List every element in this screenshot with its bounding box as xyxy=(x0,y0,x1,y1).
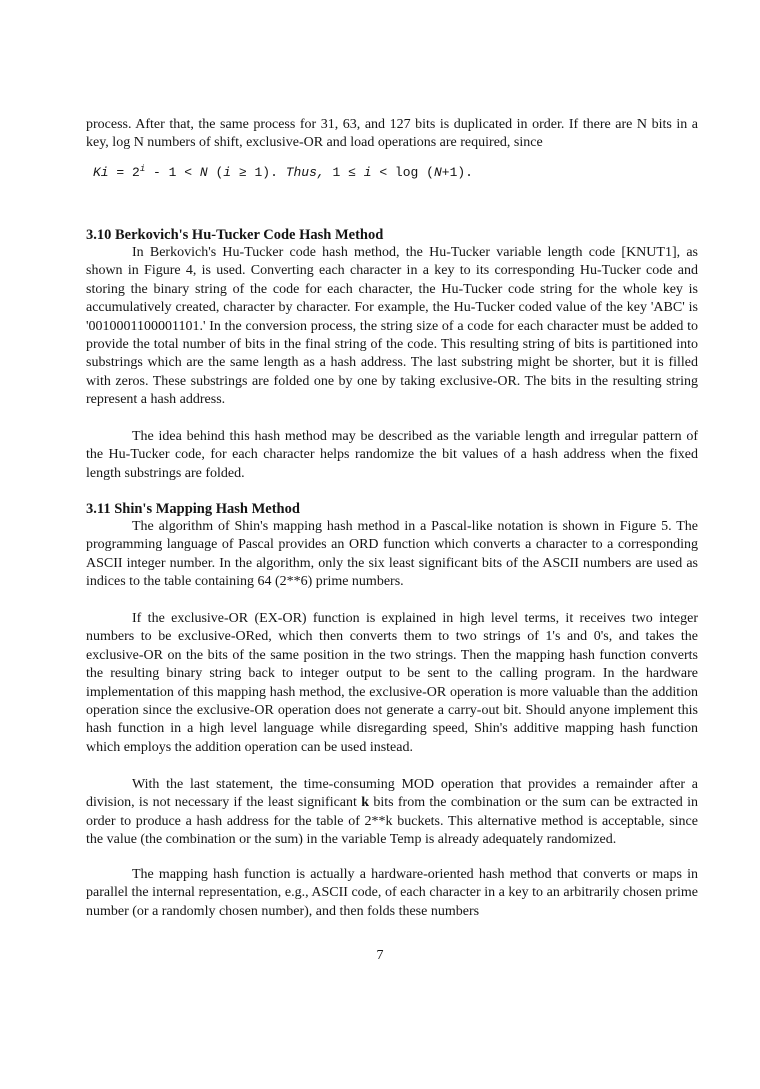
formula-rest6: +1). xyxy=(441,165,473,180)
page-number: 7 xyxy=(376,948,384,963)
formula-eq: = 2 xyxy=(108,165,140,180)
section-3-10-paragraph-1: In Berkovich's Hu-Tucker code hash method, the Hu-Tucker variable length code [KNUT1], as shown in Figure 4, is used. Converting each character in a key to its corresponding Hu-Tucker code and storing the binary string of the code for each character, the Hu-Tucker code string for the whole key is accumulatively created, character by character. For example, the Hu-Tucker coded value of the key 'ABC' is '0010001100001101.' In the conversion process, the string size of a code for each character must be added to provide the total number of bits in the final string of the code. This resulting string of bits is partitioned into substrings which are the same length as a hash address. The last substring might be shorter, but it is filled with zeros. These substrings are folded one by one by taking exclusive-OR. The bits in the resulting string represent a hash address. xyxy=(86,245,698,408)
formula-i2: i xyxy=(363,165,372,180)
formula-n: N xyxy=(199,165,208,180)
formula-rest2: ( xyxy=(207,165,224,180)
section-3-11-heading: 3.11 Shin's Mapping Hash Method xyxy=(86,501,300,517)
paragraph-3-text-a: With the last statement, the time-consuming MOD operation that provides a remainder after a division, is not necessary if the least significant xyxy=(86,777,698,811)
formula-ki: Ki xyxy=(93,165,109,180)
section-3-11-paragraph-3 xyxy=(86,776,698,850)
section-3-11-paragraph-2: If the exclusive-OR (EX-OR) function is explained in high level terms, it receives two integer numbers to be exclusive-ORed, which then converts them to two strings of 1's and 0's, and takes the exclusive-OR on the bits of the same position in the two strings. Then the mapping hash function converts the resulting binary string back to integer output to be sent to the calling program. In the hardware implementation of this mapping hash method, the exclusive-OR operation is more valuable than the addition operation since the exclusive-OR operation does not generate a carry-out bit. Should anyone implement this hash function in a high level language while disregarding speed, Shin's additive mapping hash function which employs the addition operation can be used instead. xyxy=(86,611,698,755)
section-3-10-paragraph-2: The idea behind this hash method may be described as the variable length and irregular pattern of the Hu-Tucker code, for each character helps randomize the bit values of a hash address when the fixed length substrings are folded. xyxy=(86,429,698,481)
formula-line xyxy=(93,160,473,182)
formula-n2: N xyxy=(433,165,442,180)
section-3-11-paragraph-4: The mapping hash function is actually a hardware-oriented hash method that converts or maps in parallel the internal representation, e.g., ASCII code, of each character in a key to an arbitrarily chosen prime number (or a randomly chosen number), and then folds these numbers xyxy=(86,867,698,919)
intro-paragraph: process. After that, the same process for 31, 63, and 127 bits is duplicated in order. If there are N bits in a key, log N numbers of shift, exclusive-OR and load operations are required, since xyxy=(86,117,698,151)
formula-i1: i xyxy=(223,165,232,180)
paragraph-3-bold-k: k xyxy=(361,795,370,811)
formula-rest5: < log ( xyxy=(371,165,434,180)
paragraph-3-text-b: bits from the combination or the sum can be extracted in order to produce a hash address for the table of 2**k buckets. This alternative method is acceptable, since the value (the combination or the sum) in the variable Temp is already adequately randomized. xyxy=(86,795,698,848)
formula-thus: Thus, xyxy=(285,165,325,180)
formula-rest1: - 1 < xyxy=(145,165,200,180)
section-3-11-paragraph-1: The algorithm of Shin's mapping hash method in a Pascal-like notation is shown in Figure 5. The programming language of Pascal provides an ORD function which converts a character to a corresponding ASCII integer number. In the algorithm, only the six least significant bits of the ASCII numbers are used as indices to the table containing 64 (2**6) prime numbers. xyxy=(86,519,698,590)
formula-rest3: ≥ 1). xyxy=(231,165,286,180)
formula-exponent: i xyxy=(139,164,146,174)
formula-rest4: 1 ≤ xyxy=(324,165,364,180)
section-3-10-heading: 3.10 Berkovich's Hu-Tucker Code Hash Method xyxy=(86,227,384,243)
